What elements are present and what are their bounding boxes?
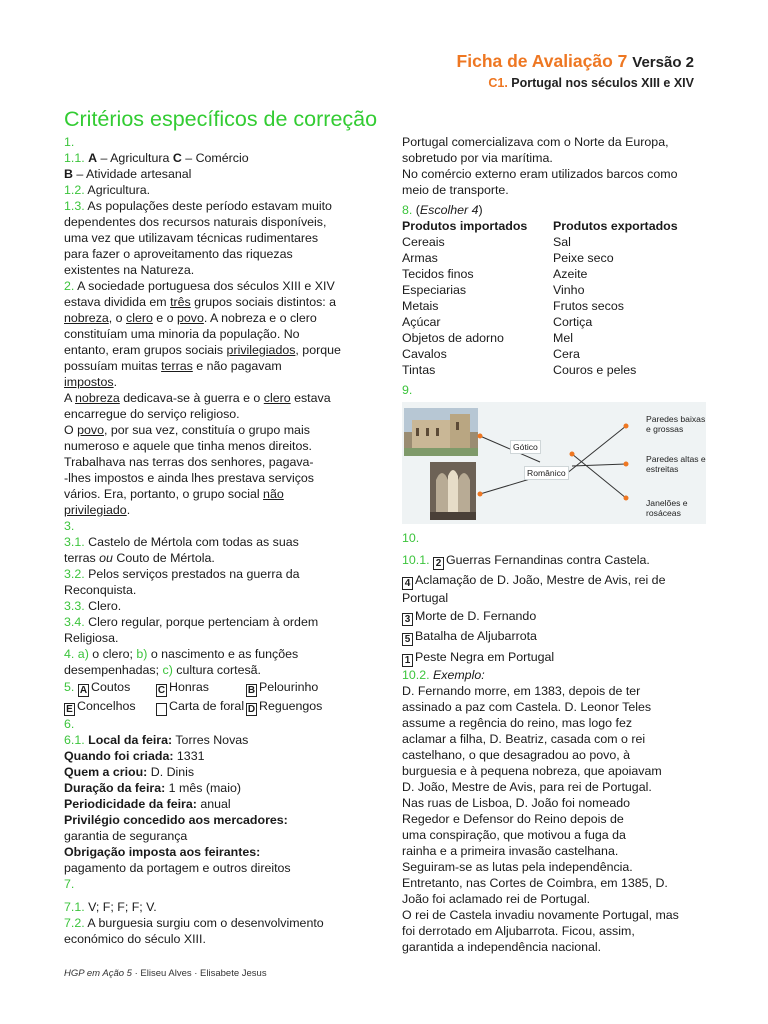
q7-heading: 7. bbox=[64, 877, 75, 891]
imported-product: Metais bbox=[402, 299, 439, 313]
answer-line: O rei de Castela invadiu novamente Portugal, mas bbox=[402, 908, 679, 922]
answer-line: garantida a independência nacional. bbox=[402, 940, 602, 954]
exported-product: Vinho bbox=[553, 283, 585, 297]
imported-product: Armas bbox=[402, 251, 438, 265]
q10-item: 10.1. 2 Guerras Fernandinas contra Castela. bbox=[402, 553, 650, 569]
q5-row1: 5. A Coutos C Honras B Pelourinho bbox=[64, 680, 319, 696]
answer-line: burguesia e à pequena nobreza, que apoiavam bbox=[402, 764, 662, 778]
imported-header: Produtos importados bbox=[402, 219, 528, 233]
q6-1: 6.1. Local da feira: Torres Novas Quando foi criada: 1331 Quem a criou: D. Dinis Duração da feira: 1 mês (maio) Periodicidade da feira: anual Privilégio concedido aos mercadores: garantia de segurança Obrigação imposta aos feirantes: pagamento da portagem e outros direitos bbox=[64, 733, 291, 875]
imported-product: Objetos de adorno bbox=[402, 331, 504, 345]
answer-line: Regedor e Defensor do Reino depois de bbox=[402, 812, 624, 826]
q3-4: 3.4. Clero regular, porque pertenciam à ordem Religiosa. bbox=[64, 615, 319, 645]
q9-connection-lines bbox=[480, 426, 626, 498]
imported-product: Açúcar bbox=[402, 315, 441, 329]
answer-line: aclamar a filha, D. Beatriz, casada com o rei bbox=[402, 732, 646, 746]
q5-option: C Honras bbox=[157, 680, 209, 696]
q8-heading: 8. (Escolher 4) bbox=[402, 203, 483, 217]
imported-product: Cavalos bbox=[402, 347, 447, 361]
q1-3: 1.3. As populações deste período estavam muito dependentes dos recursos naturais disponíveis, uma vez que utilizavam técnicas rudimentares para fazer o aproveitamento das riquezas existentes na Natureza. bbox=[64, 199, 332, 277]
answer-line: D. Fernando morre, em 1383, depois de ter bbox=[402, 684, 641, 698]
q7-continuation: Portugal comercializava com o Norte da Europa, sobretudo por via marítima. No comércio externo eram utilizados barcos como meio de transporte. bbox=[402, 135, 678, 197]
answer-line: Seguiram-se as lutas pela independência. bbox=[402, 860, 633, 874]
gothic-cathedral-picture bbox=[430, 462, 476, 520]
imported-product: Tecidos finos bbox=[402, 267, 474, 281]
imported-product: Tintas bbox=[402, 363, 436, 377]
q9-heading: 9. bbox=[402, 383, 413, 397]
answer-line: assinado a paz com Castela. D. Leonor Teles bbox=[402, 700, 652, 714]
answer-line: rainha e a primeira invasão castelhana. bbox=[402, 844, 619, 858]
q1-2: 1.2. Agricultura. bbox=[64, 183, 151, 197]
q1-1-line2: B – Atividade artesanal bbox=[64, 167, 192, 181]
q3-2: 3.2. Pelos serviços prestados na guerra da Reconquista. bbox=[64, 567, 300, 597]
romanesque-church-picture bbox=[404, 408, 478, 456]
answer-line: castelhano, o que desagradou ao povo, à bbox=[402, 748, 631, 762]
q9-matching-figure bbox=[402, 402, 706, 524]
page-title: Critérios específicos de correção bbox=[64, 107, 378, 131]
exported-product: Azeite bbox=[553, 267, 588, 281]
romanesque-label: Românico bbox=[524, 466, 569, 480]
exported-column bbox=[553, 218, 703, 378]
q9-connection-dots bbox=[478, 424, 629, 501]
exported-header: Produtos exportados bbox=[553, 219, 678, 233]
q3-1: 3.1. Castelo de Mértola com todas as suas terras ou Couto de Mértola. bbox=[64, 535, 299, 565]
header bbox=[457, 50, 694, 92]
exported-product: Couros e peles bbox=[553, 363, 637, 377]
q8-products-table bbox=[402, 218, 708, 378]
answer-line: foi derrotado em Aljubarrota. Ficou, assim, bbox=[402, 924, 635, 938]
q2: 2. A sociedade portuguesa dos séculos XIII e XIV estava dividida em três grupos sociais distintos: a nobreza, o clero e o povo. A nobreza e o clero constituíam uma minoria da população. No entanto, eram grupos sociais privilegiados, porque possuíam muitas terras e não pagavam impostos. A nobreza dedicava-se à guerra e o clero estava encarregue do serviço religioso. O povo, por sua vez, constituía o grupo mais numeroso e aquele que tinha menos direitos. Trabalhava nas terras dos senhores, pagava- -lhes impostos e ainda lhes prestava serviços vários. Era, portanto, o grupo social não privilegiado. bbox=[64, 279, 341, 517]
q3-3: 3.3. Clero. bbox=[64, 599, 122, 613]
exported-product: Cortiça bbox=[553, 315, 593, 329]
answer-line: assume a regência do reino, mas logo fez bbox=[402, 716, 633, 730]
answer-line: Nas ruas de Lisboa, D. João foi nomeado bbox=[402, 796, 630, 810]
q5-option: D Reguengos bbox=[247, 699, 323, 715]
q10-heading: 10. bbox=[402, 531, 420, 545]
q6-heading: 6. bbox=[64, 717, 75, 731]
q10-item: 1 Peste Negra em Portugal bbox=[402, 649, 708, 667]
exported-product: Sal bbox=[553, 235, 571, 249]
feature-high-narrow-walls: Paredes altas e estreitas bbox=[646, 454, 706, 474]
q5-option: E Concelhos bbox=[64, 698, 156, 716]
q5-row2 bbox=[64, 698, 364, 716]
exported-product: Mel bbox=[553, 331, 573, 345]
gothic-label: Gótico bbox=[510, 440, 541, 454]
q10-2-answer bbox=[402, 683, 708, 955]
worksheet-subtitle: C1. Portugal nos séculos XIII e XIV bbox=[488, 76, 694, 90]
feature-low-thick-walls: Paredes baixas e grossas bbox=[646, 414, 706, 434]
answer-line: uma conspiração, que motivou a fuga da bbox=[402, 828, 626, 842]
q5-option: A Coutos bbox=[79, 680, 131, 696]
q3-heading: 3. bbox=[64, 519, 75, 533]
q7-2: 7.2. A burguesia surgiu com o desenvolvimento económico do século XIII. bbox=[64, 916, 324, 946]
footer: HGP em Ação 5 · Eliseu Alves · Elisabete Jesus bbox=[64, 968, 267, 979]
exported-product: Frutos secos bbox=[553, 299, 624, 313]
imported-product: Cereais bbox=[402, 235, 445, 249]
q10-2-heading: 10.2. Exemplo: bbox=[402, 668, 485, 682]
q10-item: 3 Morte de D. Fernando bbox=[402, 608, 708, 626]
feature-large-windows-rosettes: Janelões e rosáceas bbox=[646, 498, 688, 518]
answer-line: João foi aclamado rei de Portugal. bbox=[402, 892, 591, 906]
left-column bbox=[64, 134, 364, 947]
q5-option: Carta de foral bbox=[156, 698, 246, 716]
imported-product: Especiarias bbox=[402, 283, 467, 297]
exported-product: Cera bbox=[553, 347, 580, 361]
q1-heading: 1. bbox=[64, 135, 75, 149]
q5-option: B Pelourinho bbox=[247, 680, 319, 696]
answer-line: D. João, Mestre de Avis, para rei de Portugal. bbox=[402, 780, 652, 794]
q1-1-line1: 1.1. A – Agricultura C – Comércio bbox=[64, 151, 249, 165]
exported-product: Peixe seco bbox=[553, 251, 614, 265]
q10-item: 4 Aclamação de D. João, Mestre de Avis, rei de Portugal bbox=[402, 573, 666, 605]
answer-line: Entretanto, nas Cortes de Coimbra, em 1385, D. bbox=[402, 876, 668, 890]
imported-column bbox=[402, 218, 553, 378]
q4: 4. a) o clero; b) o nascimento e as funções desempenhadas; c) cultura cortesã. bbox=[64, 647, 299, 677]
worksheet-title: Ficha de Avaliação 7 Versão 2 bbox=[456, 51, 694, 71]
q10-item: 5 Batalha de Aljubarrota bbox=[402, 628, 708, 646]
right-column bbox=[402, 134, 708, 955]
q7-1: 7.1. V; F; F; F; V. bbox=[64, 900, 157, 914]
